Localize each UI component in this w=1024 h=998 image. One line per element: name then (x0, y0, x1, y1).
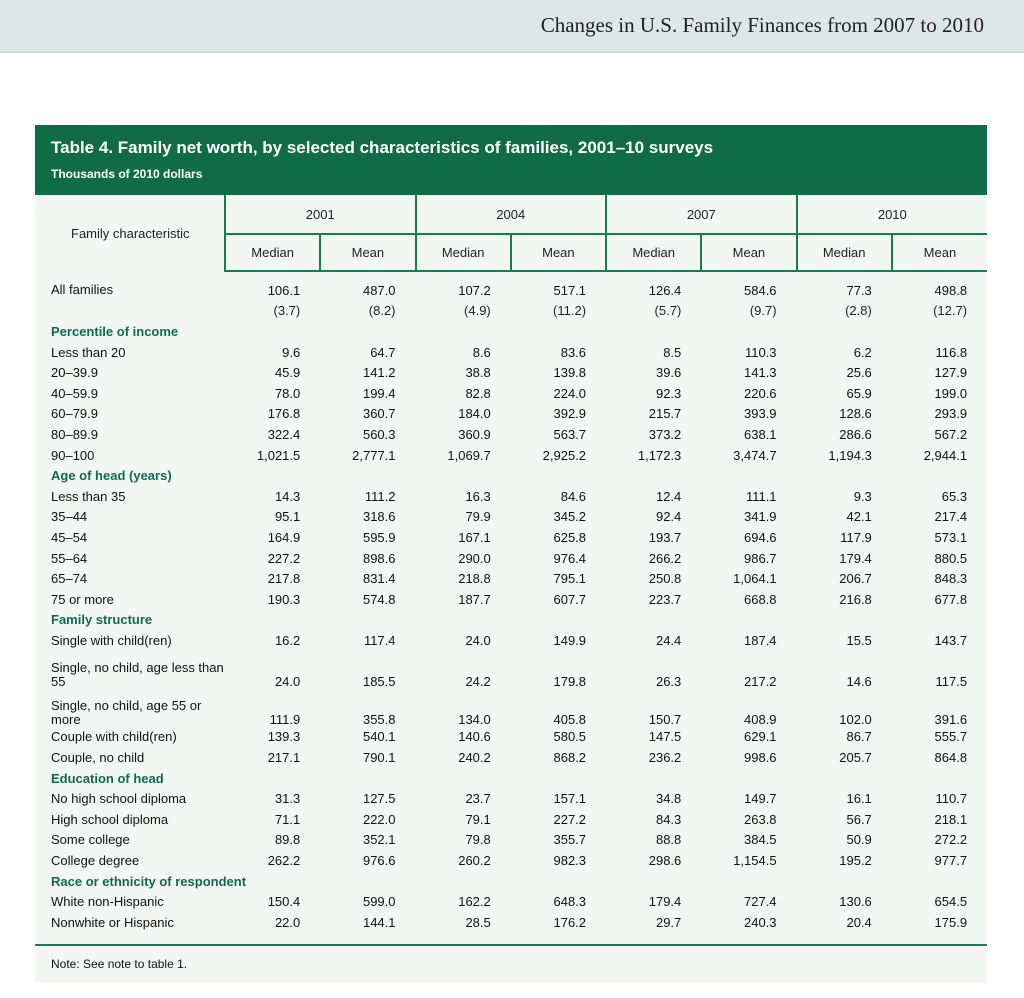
value-cell: 22.0 (274, 914, 301, 930)
value-cell: 215.7 (648, 406, 682, 422)
value-cell: 677.8 (934, 591, 968, 607)
value-cell: 1,154.5 (733, 853, 777, 869)
value-cell: 111.2 (364, 488, 396, 504)
value-cell: 95.1 (274, 509, 301, 525)
row-label: Single, no child, age less than 55 (51, 659, 224, 689)
row-label: Couple with child(ren) (51, 729, 177, 745)
value-cell: 2,777.1 (352, 447, 396, 463)
value-cell: 654.5 (934, 894, 968, 910)
value-cell: 560.3 (362, 426, 396, 442)
value-cell: 78.0 (274, 385, 301, 401)
median-header: Median (416, 234, 511, 271)
value-cell: 79.1 (465, 811, 491, 827)
value-cell: 83.6 (560, 344, 587, 360)
row-label: Less than 20 (51, 344, 126, 360)
value-cell: 352.1 (362, 832, 396, 848)
value-cell: 175.9 (934, 914, 968, 930)
value-cell: 206.7 (839, 571, 872, 587)
value-cell: 392.9 (553, 406, 587, 422)
family-characteristic-header: Family characteristic (71, 225, 190, 241)
value-cell: 982.3 (553, 853, 587, 869)
value-cell: 162.2 (458, 894, 491, 910)
table-row (35, 689, 987, 727)
value-cell: 23.7 (465, 791, 491, 807)
value-cell: 42.1 (846, 509, 872, 525)
value-cell: 976.4 (553, 550, 587, 566)
value-cell: 986.7 (744, 550, 777, 566)
value-cell: 25.6 (846, 365, 872, 381)
row-label: 40–59.9 (51, 385, 98, 401)
std-error-cell: (8.2) (368, 303, 396, 319)
section-heading: Age of head (years) (51, 468, 172, 484)
value-cell: 318.6 (362, 509, 396, 525)
value-cell: 831.4 (362, 571, 396, 587)
value-cell: 56.7 (846, 811, 872, 827)
row-label: High school diploma (51, 811, 169, 827)
value-cell: 8.6 (472, 344, 491, 360)
value-cell: 205.7 (839, 750, 872, 766)
row-label: 90–100 (51, 447, 95, 463)
value-cell: 240.3 (744, 914, 777, 930)
value-cell: 391.6 (934, 711, 968, 727)
value-cell: 106.1 (267, 282, 301, 298)
row-label: 75 or more (51, 591, 114, 607)
value-cell: 218.1 (934, 811, 968, 827)
row-label: 35–44 (51, 509, 88, 525)
value-cell: 111.1 (745, 488, 777, 504)
value-cell: 185.5 (362, 673, 396, 689)
section-heading: Percentile of income (51, 323, 179, 339)
row-label: All families (51, 282, 114, 298)
value-cell: 150.4 (267, 894, 301, 910)
value-cell: 795.1 (553, 571, 587, 587)
value-cell: 345.2 (553, 509, 587, 525)
value-cell: 848.3 (934, 571, 968, 587)
table-note: Note: See note to table 1. (51, 957, 188, 971)
value-cell: 184.0 (458, 406, 491, 422)
running-header (0, 0, 1024, 53)
value-cell: 20.4 (846, 914, 872, 930)
section-heading-row (35, 610, 987, 631)
value-cell: 408.9 (744, 711, 777, 727)
table-row (35, 527, 987, 548)
value-cell: 126.4 (648, 282, 682, 298)
value-cell: 26.3 (655, 673, 682, 689)
value-cell: 638.1 (744, 426, 777, 442)
value-cell: 224.0 (553, 385, 587, 401)
value-cell: 187.7 (458, 591, 491, 607)
value-cell: 140.6 (458, 729, 491, 745)
value-cell: 141.2 (362, 365, 396, 381)
median-header: Median (225, 234, 320, 271)
value-cell: 790.1 (362, 750, 396, 766)
value-cell: 107.2 (458, 282, 491, 298)
table-row (35, 342, 987, 363)
table-row (35, 651, 987, 689)
value-cell: 88.8 (655, 832, 682, 848)
value-cell: 1,194.3 (828, 447, 872, 463)
value-cell: 176.2 (553, 914, 587, 930)
table-4 (35, 125, 987, 983)
std-error-cell: (12.7) (933, 303, 968, 319)
value-cell: 187.4 (744, 632, 777, 648)
row-label: No high school diploma (51, 791, 187, 807)
std-error-cell: (11.2) (553, 303, 587, 319)
value-cell: 262.2 (267, 853, 301, 869)
section-heading-row (35, 465, 987, 486)
row-label: Couple, no child (51, 750, 145, 766)
value-cell: 272.2 (934, 832, 968, 848)
value-cell: 110.3 (744, 344, 777, 360)
value-cell: 360.9 (458, 426, 491, 442)
value-cell: 498.8 (934, 282, 968, 298)
running-title: Changes in U.S. Family Finances from 2007 to 2010 (540, 13, 984, 37)
mean-header: Mean (701, 234, 796, 271)
value-cell: 193.7 (648, 529, 682, 545)
value-cell: 625.8 (553, 529, 587, 545)
table-row (35, 486, 987, 507)
value-cell: 111.9 (269, 711, 301, 727)
table-row (35, 362, 987, 383)
table-row (35, 301, 987, 322)
section-heading: Family structure (51, 612, 153, 628)
value-cell: 82.8 (465, 385, 491, 401)
value-cell: 487.0 (362, 282, 396, 298)
value-cell: 84.6 (560, 488, 587, 504)
value-cell: 176.8 (267, 406, 301, 422)
year-header-2007: 2007 (606, 195, 797, 234)
value-cell: 134.0 (458, 711, 491, 727)
value-cell: 263.8 (744, 811, 777, 827)
value-cell: 694.6 (744, 529, 777, 545)
value-cell: 217.2 (744, 673, 777, 689)
value-cell: 29.7 (655, 914, 682, 930)
table-subtitle: Thousands of 2010 dollars (51, 167, 203, 181)
value-cell: 117.4 (363, 632, 396, 648)
value-cell: 220.6 (744, 385, 777, 401)
value-cell: 8.5 (663, 344, 682, 360)
value-cell: 16.1 (846, 791, 872, 807)
note-divider (35, 944, 987, 946)
value-cell: 567.2 (934, 426, 968, 442)
value-cell: 65.3 (941, 488, 968, 504)
table-row (35, 589, 987, 610)
value-cell: 341.9 (744, 509, 777, 525)
value-cell: 79.9 (465, 509, 491, 525)
value-cell: 880.5 (934, 550, 968, 566)
value-cell: 39.6 (655, 365, 682, 381)
std-error-cell: (5.7) (654, 303, 682, 319)
value-cell: 141.3 (744, 365, 777, 381)
value-cell: 727.4 (744, 894, 777, 910)
std-error-cell: (4.9) (464, 303, 491, 319)
row-label: Single with child(ren) (51, 632, 172, 648)
value-cell: 179.8 (553, 673, 587, 689)
table-row (35, 271, 987, 301)
table-row (35, 383, 987, 404)
value-cell: 266.2 (648, 550, 682, 566)
value-cell: 16.3 (465, 488, 491, 504)
std-error-cell: (9.7) (749, 303, 777, 319)
value-cell: 24.0 (274, 673, 301, 689)
value-cell: 150.7 (648, 711, 682, 727)
value-cell: 149.7 (744, 791, 777, 807)
value-cell: 6.2 (853, 344, 872, 360)
value-cell: 595.9 (362, 529, 396, 545)
value-cell: 227.2 (553, 811, 587, 827)
value-cell: 222.0 (362, 811, 396, 827)
section-heading-row (35, 768, 987, 789)
row-label: Less than 35 (51, 488, 126, 504)
value-cell: 250.8 (648, 571, 682, 587)
value-cell: 34.8 (655, 791, 682, 807)
value-cell: 84.3 (655, 811, 682, 827)
table-row (35, 747, 987, 768)
row-label: 80–89.9 (51, 426, 98, 442)
value-cell: 1,021.5 (256, 447, 301, 463)
value-cell: 139.8 (553, 365, 587, 381)
value-cell: 868.2 (553, 750, 587, 766)
value-cell: 164.9 (267, 529, 301, 545)
median-header: Median (606, 234, 701, 271)
row-label: 60–79.9 (51, 406, 98, 422)
value-cell: 373.2 (648, 426, 682, 442)
table-row (35, 630, 987, 651)
value-cell: 14.3 (274, 488, 301, 504)
value-cell: 15.5 (846, 632, 872, 648)
value-cell: 227.2 (267, 550, 301, 566)
table-row (35, 727, 987, 748)
value-cell: 147.5 (648, 729, 682, 745)
value-cell: 976.6 (362, 853, 396, 869)
value-cell: 240.2 (458, 750, 491, 766)
value-cell: 130.6 (839, 894, 872, 910)
value-cell: 555.7 (934, 729, 968, 745)
value-cell: 1,069.7 (447, 447, 491, 463)
value-cell: 540.1 (362, 729, 396, 745)
value-cell: 199.0 (934, 385, 968, 401)
row-label: White non-Hispanic (51, 894, 164, 910)
table-row (35, 507, 987, 528)
value-cell: 286.6 (839, 426, 872, 442)
table-row (35, 912, 987, 933)
value-cell: 31.3 (274, 791, 301, 807)
value-cell: 405.8 (553, 711, 587, 727)
value-cell: 24.4 (655, 632, 682, 648)
year-header-2010: 2010 (797, 195, 988, 234)
value-cell: 157.1 (553, 791, 587, 807)
value-cell: 144.1 (362, 914, 396, 930)
value-cell: 2,925.2 (542, 447, 587, 463)
value-cell: 217.8 (267, 571, 301, 587)
value-cell: 998.6 (744, 750, 777, 766)
value-cell: 563.7 (553, 426, 587, 442)
net-worth-table (35, 195, 987, 933)
value-cell: 71.1 (274, 811, 301, 827)
value-cell: 139.3 (267, 729, 301, 745)
value-cell: 199.4 (362, 385, 396, 401)
median-header: Median (797, 234, 892, 271)
table-row (35, 568, 987, 589)
value-cell: 64.7 (370, 344, 396, 360)
value-cell: 517.1 (553, 282, 587, 298)
std-error-cell: (2.8) (845, 303, 872, 319)
value-cell: 574.8 (362, 591, 396, 607)
value-cell: 629.1 (744, 729, 777, 745)
value-cell: 1,064.1 (733, 571, 777, 587)
value-cell: 355.8 (362, 711, 396, 727)
table-row (35, 788, 987, 809)
value-cell: 580.5 (553, 729, 587, 745)
row-label: Some college (51, 832, 130, 848)
table-body (35, 271, 987, 933)
value-cell: 9.3 (853, 488, 872, 504)
value-cell: 260.2 (458, 853, 491, 869)
value-cell: 45.9 (274, 365, 301, 381)
value-cell: 79.8 (465, 832, 491, 848)
value-cell: 117.9 (840, 529, 872, 545)
year-header-2001: 2001 (225, 195, 416, 234)
table-title-bar (35, 125, 987, 195)
value-cell: 384.5 (744, 832, 777, 848)
value-cell: 217.1 (267, 750, 301, 766)
value-cell: 898.6 (362, 550, 396, 566)
row-label: College degree (51, 853, 140, 869)
value-cell: 599.0 (362, 894, 396, 910)
table-row (35, 424, 987, 445)
table-row (35, 830, 987, 851)
value-cell: 117.5 (935, 673, 968, 689)
value-cell: 65.9 (846, 385, 872, 401)
value-cell: 190.3 (267, 591, 301, 607)
value-cell: 179.4 (839, 550, 872, 566)
value-cell: 360.7 (362, 406, 396, 422)
table-header (35, 195, 987, 271)
value-cell: 290.0 (458, 550, 491, 566)
table-row (35, 548, 987, 569)
value-cell: 89.8 (274, 832, 301, 848)
mean-header: Mean (320, 234, 415, 271)
row-label: 55–64 (51, 550, 88, 566)
value-cell: 355.7 (553, 832, 587, 848)
value-cell: 607.7 (553, 591, 587, 607)
value-cell: 16.2 (274, 632, 301, 648)
value-cell: 393.9 (744, 406, 777, 422)
value-cell: 3,474.7 (733, 447, 777, 463)
value-cell: 143.7 (934, 632, 968, 648)
section-heading: Education of head (51, 770, 164, 786)
table-row (35, 809, 987, 830)
value-cell: 195.2 (839, 853, 872, 869)
row-label: 65–74 (51, 571, 88, 587)
value-cell: 298.6 (648, 853, 682, 869)
table-row (35, 891, 987, 912)
value-cell: 217.4 (934, 509, 968, 525)
table-title: Table 4. Family net worth, by selected characteristics of families, 2001–10 surveys (51, 138, 714, 157)
value-cell: 584.6 (744, 282, 777, 298)
value-cell: 864.8 (934, 750, 968, 766)
table-row (35, 850, 987, 871)
year-header-2004: 2004 (416, 195, 607, 234)
row-label (35, 301, 225, 322)
value-cell: 1,172.3 (637, 447, 682, 463)
value-cell: 216.8 (839, 591, 872, 607)
value-cell: 92.4 (655, 509, 682, 525)
row-label: Single, no child, age 55 or more (51, 697, 202, 727)
table-row (35, 404, 987, 425)
value-cell: 149.9 (553, 632, 587, 648)
value-cell: 86.7 (846, 729, 872, 745)
value-cell: 24.0 (465, 632, 491, 648)
value-cell: 223.7 (648, 591, 682, 607)
value-cell: 110.7 (935, 791, 968, 807)
value-cell: 236.2 (648, 750, 682, 766)
value-cell: 50.9 (846, 832, 872, 848)
value-cell: 92.3 (655, 385, 682, 401)
value-cell: 28.5 (465, 914, 491, 930)
row-label: 20–39.9 (51, 365, 98, 381)
value-cell: 9.6 (282, 344, 301, 360)
value-cell: 179.4 (648, 894, 682, 910)
value-cell: 24.2 (465, 673, 491, 689)
value-cell: 573.1 (934, 529, 968, 545)
section-heading-row (35, 321, 987, 342)
value-cell: 14.6 (846, 673, 872, 689)
row-label: Nonwhite or Hispanic (51, 914, 174, 930)
value-cell: 127.5 (362, 791, 396, 807)
value-cell: 977.7 (934, 853, 968, 869)
mean-header: Mean (511, 234, 606, 271)
section-heading: Race or ethnicity of respondent (51, 873, 247, 889)
value-cell: 668.8 (744, 591, 777, 607)
value-cell: 648.3 (553, 894, 587, 910)
value-cell: 128.6 (839, 406, 872, 422)
value-cell: 218.8 (458, 571, 491, 587)
value-cell: 2,944.1 (923, 447, 968, 463)
value-cell: 116.8 (935, 344, 968, 360)
table-row (35, 445, 987, 466)
value-cell: 167.1 (458, 529, 491, 545)
value-cell: 127.9 (934, 365, 968, 381)
value-cell: 12.4 (655, 488, 682, 504)
value-cell: 322.4 (267, 426, 301, 442)
value-cell: 102.0 (839, 711, 872, 727)
mean-header: Mean (892, 234, 987, 271)
section-heading-row (35, 871, 987, 892)
std-error-cell: (3.7) (273, 303, 301, 319)
value-cell: 293.9 (934, 406, 968, 422)
value-cell: 77.3 (846, 282, 872, 298)
value-cell: 38.8 (465, 365, 491, 381)
row-label: 45–54 (51, 529, 88, 545)
